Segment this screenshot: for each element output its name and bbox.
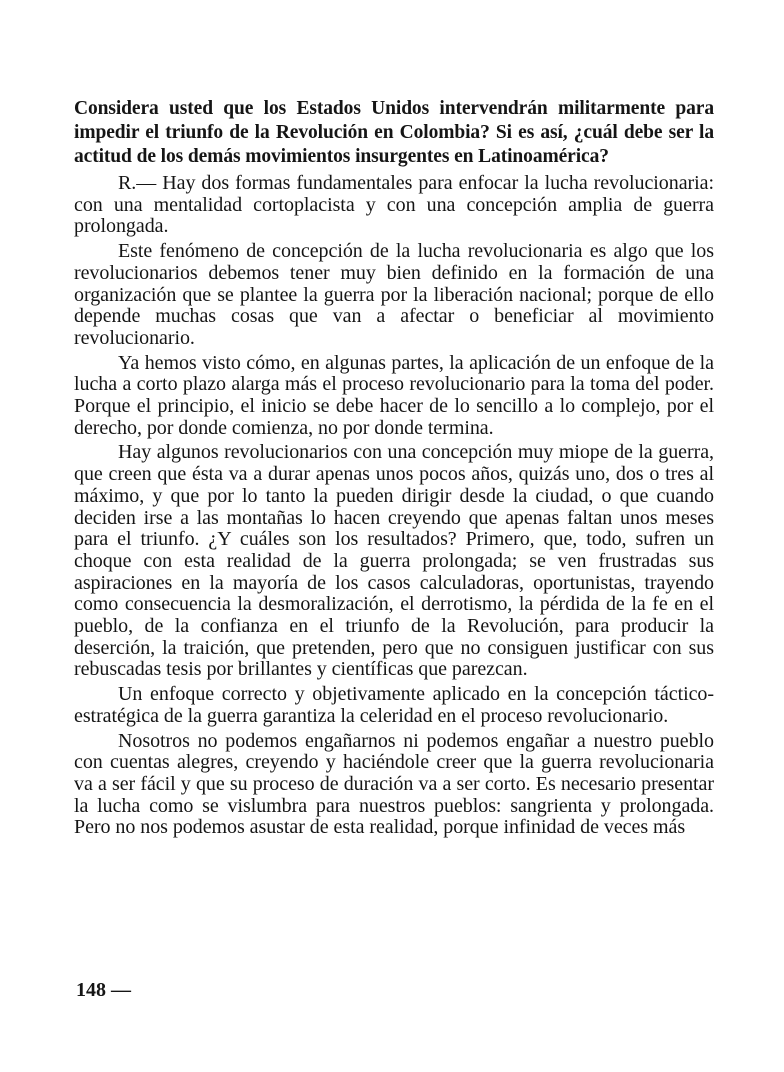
body-paragraph-3: Ya hemos visto cómo, en algunas partes, la aplicación de un enfoque de la lucha a corto plazo alarga más el proceso revolucionario para la toma del poder. Porque el principio, el inicio se debe hacer de lo sencillo a lo complejo, por el derecho, por donde comienza, no por donde termina.: [74, 351, 714, 439]
page-number: 148 —: [76, 979, 131, 1001]
body-paragraph-6: Nosotros no podemos engañarnos ni podemos engañar a nuestro pueblo con cuentas alegres, creyendo y haciéndole creer que la guerra revolucionaria va a ser fácil y que su proceso de duración va a ser corto. Es necesario presentar la lucha como se vislumbra para nuestros pueblos: sangrienta y prolongada. Pero no nos podemos asustar de esta realidad, porque infinidad de veces más: [74, 729, 714, 839]
body-paragraph-5: Un enfoque correcto y objetivamente aplicado en la concepción táctico-estratégica de la guerra garantiza la celeridad en el proceso revolucionario.: [74, 683, 714, 727]
body-paragraph-4: Hay algunos revolucionarios con una concepción muy miope de la guerra, que creen que ésta va a durar apenas unos pocos años, quizás uno, dos o tres al máximo, y que por lo tanto la pueden dirigir desde la ciudad, o que cuando deciden irse a las montañas lo hacen creyendo que apenas faltan unos meses para el triunfo. ¿Y cuáles son los resultados? Primero, que, todo, sufren un choque con esta realidad de la guerra prolongada; se ven frustradas sus aspiraciones en la mayoría de los casos calculadoras, oportunistas, trayendo como consecuencia la desmoralización, el derrotismo, la pérdida de la fe en el pueblo, de la confianza en el triunfo de la Revolución, para producir la deserción, la traición, que pretenden, pero que no consiguen justificar con sus rebuscadas tesis por brillantes y científicas que parezcan.: [74, 441, 714, 681]
interview-question: Considera usted que los Estados Unidos intervendrán militarmente para impedir el triunfo de la Revolución en Colombia? Si es así, ¿cuál debe ser la actitud de los demás movimientos insurgentes en Latinoamérica?: [74, 98, 714, 167]
answer-paragraph-1: R.— Hay dos formas fundamentales para enfocar la lucha revolucionaria: con una mentalidad cortoplacista y con una concepción amplia de guerra prolongada.: [74, 172, 714, 238]
page-body: [74, 97, 714, 842]
body-paragraph-2: Este fenómeno de concepción de la lucha revolucionaria es algo que los revolucionarios debemos tener muy bien definido en la formación de una organización que se plantee la guerra por la liberación nacional; porque de ello depende muchas cosas que van a afectar o beneficiar al movimiento revolucionario.: [74, 240, 714, 349]
